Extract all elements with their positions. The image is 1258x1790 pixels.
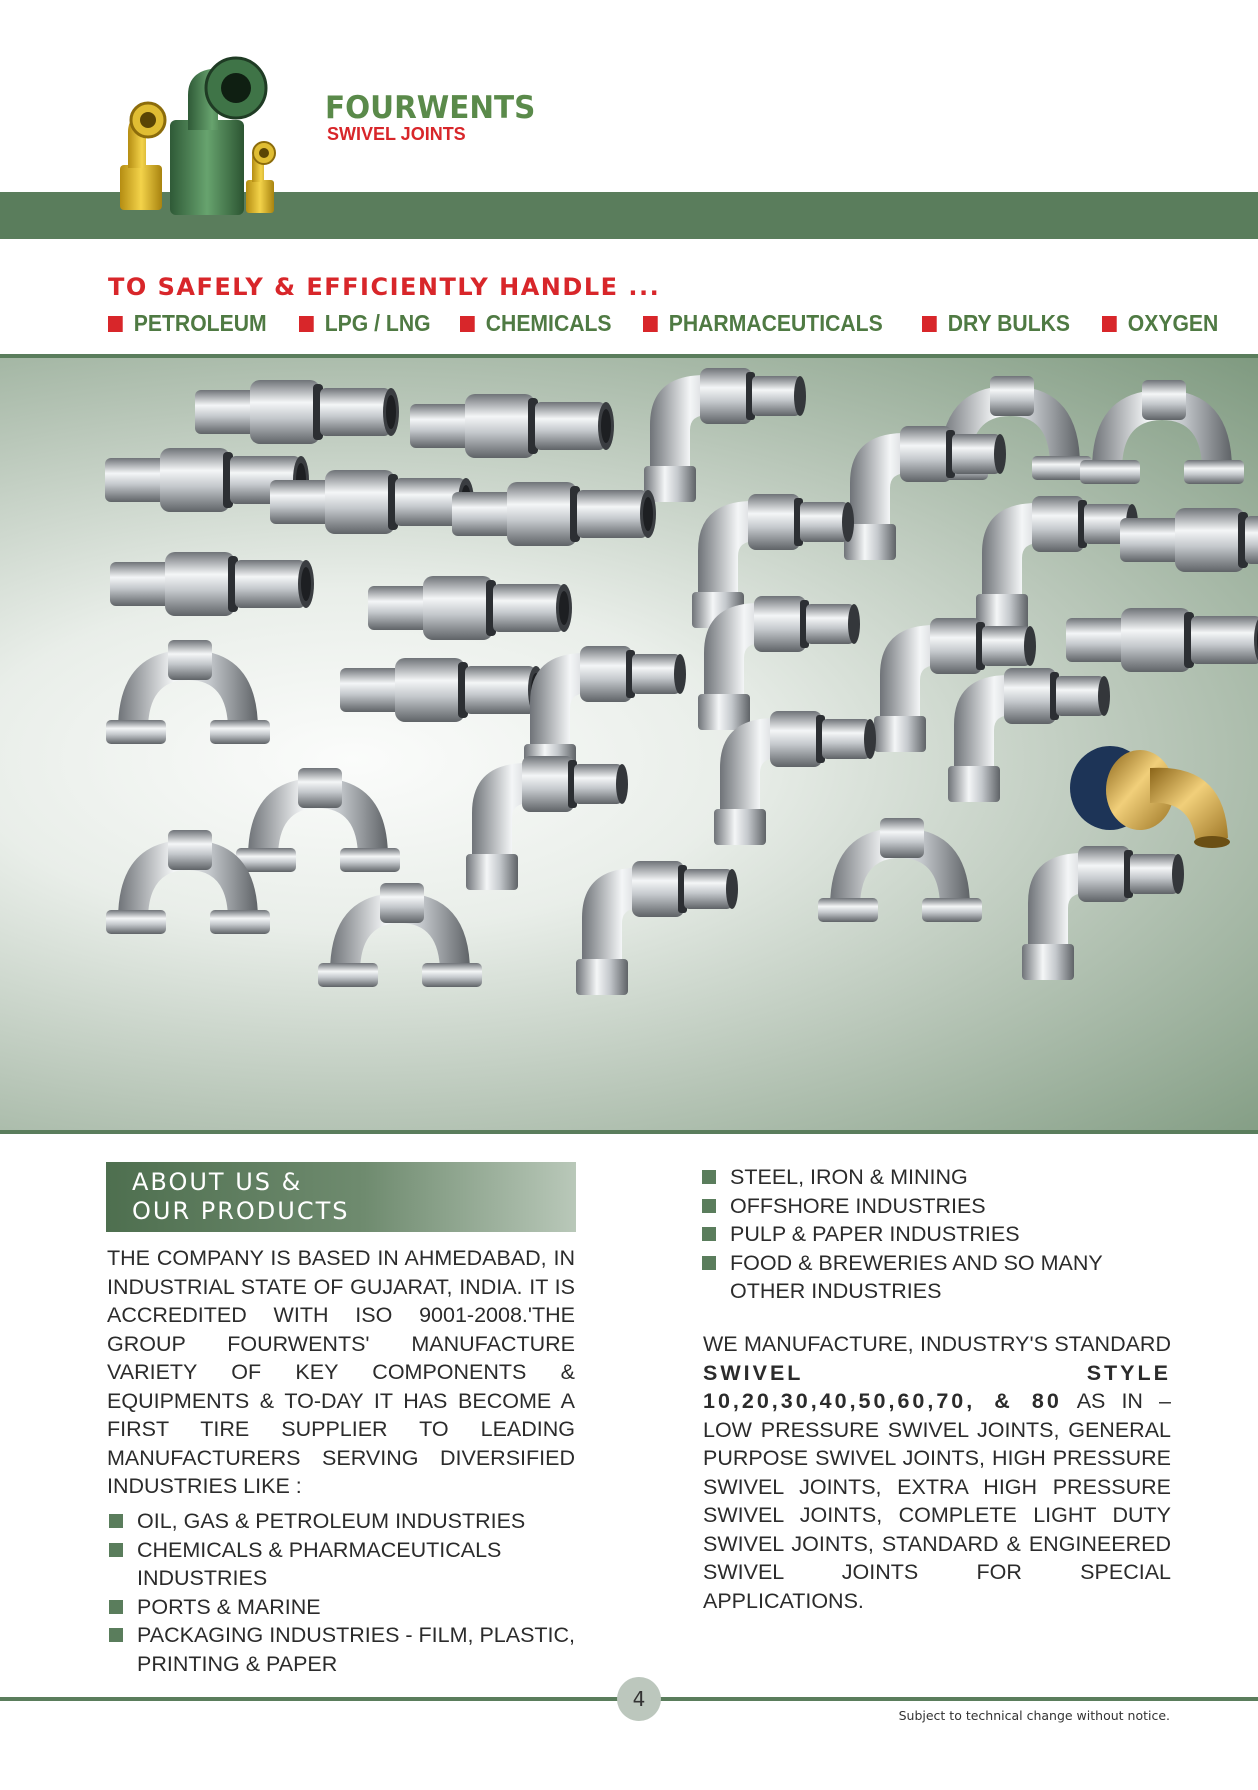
swivel-joint-elbow [576,861,738,995]
list-item: PACKAGING INDUSTRIES - FILM, PLASTIC, PRINTING & PAPER [107,1621,577,1678]
list-item: FOOD & BREWERIES AND SO MANY OTHER INDUSTRIES [700,1249,1170,1306]
swivel-joint-long [110,552,314,616]
industry-item: LPG / LNG [299,310,431,337]
hero-border-bottom [0,1130,1258,1134]
swivel-joint-flanged [410,394,614,458]
swivel-joint-elbow [466,756,628,890]
section-title-about: ABOUT US & OUR PRODUCTS [106,1162,576,1232]
swivel-joint-brass [1070,746,1230,848]
list-item: PULP & PAPER INDUSTRIES [700,1220,1170,1249]
swivel-joint-straight [340,658,544,722]
industry-item: PETROLEUM [108,310,267,337]
list-item: STEEL, IRON & MINING [700,1163,1170,1192]
product-showcase-image [0,358,1258,1130]
brand-block [325,92,546,144]
bullet-square-icon [922,316,937,332]
swivel-joint-straight [195,380,399,444]
bullet-square-icon [299,316,314,332]
bullet-square-icon [1102,316,1117,332]
industry-list [108,310,1228,337]
swivel-joint-straight [368,576,572,640]
swivel-joint-flanged-elbow [976,496,1138,630]
list-item: PORTS & MARINE [107,1593,577,1622]
swivel-joints-illustration [0,358,1258,1130]
swivel-joint-elbow [644,368,806,502]
swivel-joint-straight [1066,608,1258,672]
list-item: CHEMICALS & PHARMACEUTICALS INDUSTRIES [107,1536,577,1593]
swivel-joint-ubend-small [318,883,482,987]
brand-subtitle: SWIVEL JOINTS [327,124,466,144]
swivel-joint-ubend [818,818,982,922]
footer-note: Subject to technical change without notice. [898,1708,1170,1723]
list-item: OFFSHORE INDUSTRIES [700,1192,1170,1221]
industry-item: OXYGEN [1102,310,1218,337]
industries-list-left [107,1507,577,1678]
swivel-joint-threaded [452,482,656,546]
logo-swivel-joints-image [118,50,318,220]
headline: TO SAFELY & EFFICIENTLY HANDLE ... [108,273,661,301]
about-paragraph: THE COMPANY IS BASED IN AHMEDABAD, IN INDUSTRIAL STATE OF GUJARAT, INDIA. IT IS ACCREDITED WITH ISO 9001-2008.'THE GROUP FOURWENTS' MANUFACTURE VARIETY OF KEY COMPONENTS & EQUIPMENTS & TO-DAY IT HAS BECOME A FIRST TIRE SUPPLIER TO LEADING MANUFACTURERS SERVING DIVERSIFIED INDUSTRIES LIKE : [107,1246,575,1498]
swivel-joint-elbow-small [698,596,860,730]
brand-name: FOURWENTS [325,90,536,126]
manufacture-paragraph: WE MANUFACTURE, INDUSTRY'S STANDARD SWIVEL STYLE 10,20,30,40,50,60,70, & 80 AS IN – LOW PRESSURE SWIVEL JOINTS, GENERAL PURPOSE SWIVEL JOINTS, HIGH PRESSURE SWIVEL JOINTS, EXTRA HIGH PRESSURE SWIVEL JOINTS, COMPLETE LIGHT DUTY SWIVEL JOINTS, STANDARD & ENGINEERED SWIVEL JOINTS FOR SPECIAL APPLICATIONS. [703,1332,1171,1613]
swivel-style-emphasis: SWIVEL STYLE 10,20,30,40,50,60,70, & 80 [703,1360,1171,1413]
industry-item: PHARMACEUTICALS [643,310,883,337]
bullet-square-icon [643,316,658,332]
swivel-joint-threaded [1120,508,1258,572]
page-number: 4 [617,1677,661,1721]
bullet-square-icon [460,316,475,332]
swivel-joint-ubend-small [1080,380,1244,484]
industry-item: CHEMICALS [460,310,612,337]
industries-list-right [700,1163,1170,1306]
bullet-square-icon [108,316,123,332]
list-item: OIL, GAS & PETROLEUM INDUSTRIES [107,1507,577,1536]
swivel-joint-elbow [714,711,876,845]
swivel-joint-elbow [844,426,1006,560]
industry-item: DRY BULKS [922,310,1070,337]
swivel-joint-ubend [236,768,400,872]
swivel-joint-elbow [1022,846,1184,980]
swivel-joint-flanged-ubend [106,830,270,934]
swivel-joint-ubend [106,640,270,744]
